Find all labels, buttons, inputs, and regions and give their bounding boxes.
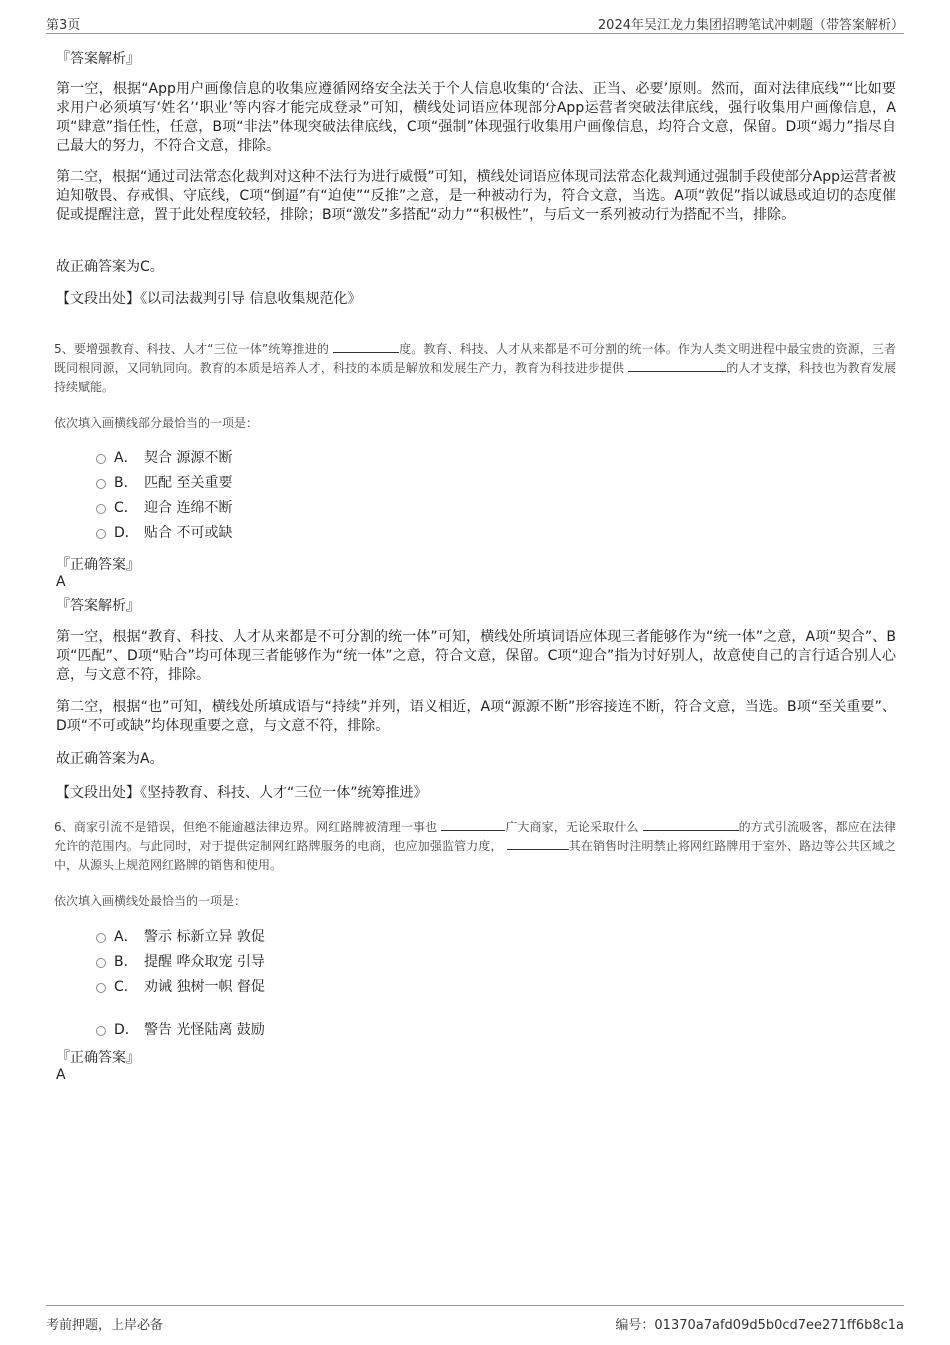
source-citation: 【文段出处】《坚持教育、科技、人才“三位一体”统筹推进》 <box>56 785 428 801</box>
answer-label: 『正确答案』 <box>56 1050 140 1066</box>
option-a[interactable]: A． 契合 源源不断 <box>96 446 232 471</box>
fill-blank <box>628 360 726 372</box>
analysis-paragraph: 第二空，根据“也”可知，横线处所填成语与“持续”并列，语义相近，A项“源源不断”形容接连不断，符合文意，当选。B项“至关重要”、D项“不可或缺”均体现重要之意，与文意不符，排除。 <box>56 699 896 734</box>
answer-label: 『正确答案』 <box>56 557 140 573</box>
analysis-paragraph: 第二空，根据“通过司法常态化裁判对这种不法行为进行威慑”可知，横线处词语应体现司法常态化裁判通过强制手段使部分App运营者被迫知敬畏、存戒惧、守底线，C项“倒逼”有“迫使”“反推”之意，是一种被动行为，符合文意，当选。A项“敦促”指以诚恳或迫切的态度催促或提醒注意，置于此处程度较轻，排除；B项“激发”多搭配“动力”“积极性”，与后文一系列被动行为搭配不当，排除。 <box>56 169 896 223</box>
question-6-options <box>96 925 265 1043</box>
option-d[interactable]: D． 警告 光怪陆离 鼓励 <box>96 1018 265 1043</box>
radio-icon[interactable] <box>96 958 106 968</box>
option-c[interactable]: C． 迎合 连绵不断 <box>96 496 232 521</box>
footer-note: 考前押题，上岸必备 <box>46 1318 164 1333</box>
question-5-options <box>96 446 232 546</box>
fill-blank <box>333 341 399 353</box>
option-c[interactable]: C． 劝诫 独树一帜 督促 <box>96 975 265 1000</box>
question-6-prompt: 依次填入画横线处最恰当的一项是： <box>54 894 247 908</box>
option-d[interactable]: D． 贴合 不可或缺 <box>96 521 232 546</box>
fill-blank <box>643 819 739 831</box>
analysis-conclusion: 故正确答案为A。 <box>56 751 164 767</box>
analysis-paragraph: 第一空，根据“App用户画像信息的收集应遵循网络安全法关于个人信息收集的‘合法、正当、必要’原则。然而，面对法律底线”“比如要求用户必须填写‘姓名’‘职业’等内容才能完成登录”可知，横线处词语应体现部分App运营者突破法律底线，强行收集用户画像信息，A项“肆意”指任性，任意，B项“非法”体现突破法律底线，C项“强制”体现强行收集用户画像信息，均符合文意，保留。D项“竭力”指尽自己最大的努力，不符合文意，排除。 <box>56 81 896 154</box>
page-header <box>46 12 904 34</box>
document-title: 2024年吴江龙力集团招聘笔试冲刺题（带答案解析） <box>597 18 904 33</box>
fill-blank <box>441 819 505 831</box>
question-6-stem: 6、商家引流不是错误，但绝不能逾越法律边界。网红路牌被清理一事也 广大商家，无论采取什么 的方式引流吸客，都应在法律允许的范围内。与此同时，对于提供定制网红路牌服务的电商，也应加强监管力度， 其在销售时注明禁止将网红路牌用于室外、路边等公共区域之中，从源头上规范网红路牌的销售和使用。 <box>54 820 896 872</box>
radio-icon[interactable] <box>96 529 106 539</box>
page-footer <box>46 1305 904 1335</box>
page-number: 第3页 <box>46 18 81 33</box>
radio-icon[interactable] <box>96 933 106 943</box>
radio-icon[interactable] <box>96 1026 106 1036</box>
fill-blank <box>507 838 569 850</box>
analysis-label: 『答案解析』 <box>56 51 140 67</box>
radio-icon[interactable] <box>96 504 106 514</box>
correct-answer: A <box>56 1067 66 1083</box>
option-b[interactable]: B． 提醒 哗众取宠 引导 <box>96 950 265 975</box>
correct-answer: A <box>56 574 66 590</box>
analysis-conclusion: 故正确答案为C。 <box>56 259 164 275</box>
option-a[interactable]: A． 警示 标新立异 敦促 <box>96 925 265 950</box>
analysis-paragraph: 第一空，根据“教育、科技、人才从来都是不可分割的统一体”可知，横线处所填词语应体现三者能够作为“统一体”之意，A项“契合”、B项“匹配”、D项“贴合”均可体现三者能够作为“统一体”之意，符合文意，保留。C项“迎合”指为讨好别人，故意使自己的言行适合别人心意，与文意不符，排除。 <box>56 629 896 683</box>
analysis-label: 『答案解析』 <box>56 598 140 614</box>
option-b[interactable]: B． 匹配 至关重要 <box>96 471 232 496</box>
source-citation: 【文段出处】《以司法裁判引导 信息收集规范化》 <box>56 291 362 307</box>
document-code: 编号：01370a7afd09d5b0cd7ee271ff6b8c1a <box>615 1318 904 1333</box>
radio-icon[interactable] <box>96 479 106 489</box>
radio-icon[interactable] <box>96 983 106 993</box>
question-5-prompt: 依次填入画横线部分最恰当的一项是： <box>54 416 259 430</box>
question-5-stem: 5、要增强教育、科技、人才“三位一体”统筹推进的 度。教育、科技、人才从来都是不可分割的统一体。作为人类文明进程中最宝贵的资源，三者既同根同源，又同轨同向。教育的本质是培养人才，科技的本质是解放和发展生产力，教育为科技进步提供 的人才支撑，科技也为教育发展持续赋能。 <box>54 342 896 394</box>
radio-icon[interactable] <box>96 454 106 464</box>
